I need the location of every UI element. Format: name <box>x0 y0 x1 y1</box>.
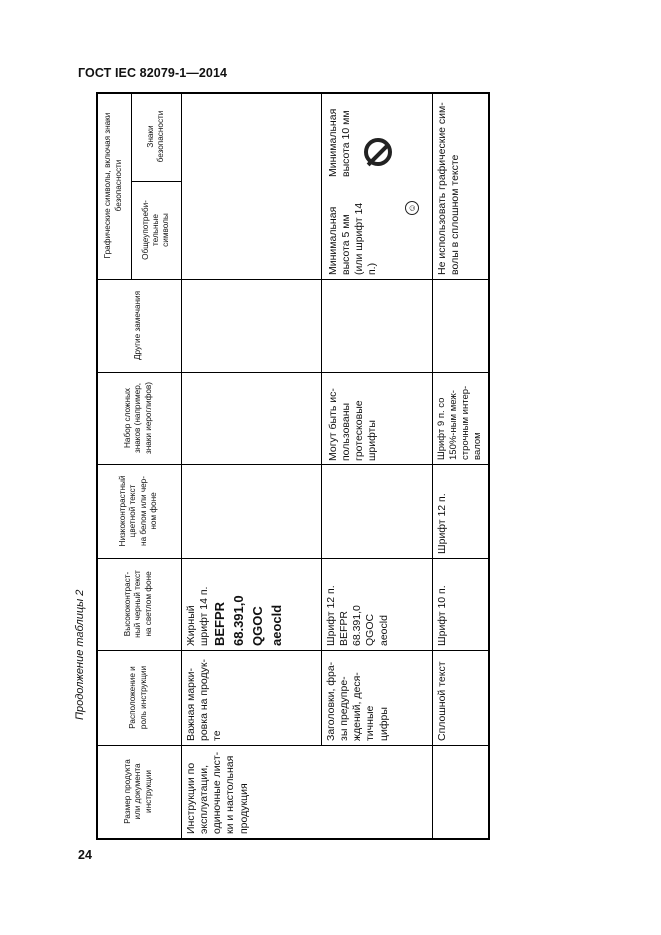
header-common-symbols: Общеупотреби- тельные символы <box>140 200 171 260</box>
header-product-size: Размер продукта или документа инструкции <box>123 759 153 824</box>
cell-r3-high-contrast: Шрифт 10 п. <box>436 585 448 646</box>
document-header: ГОСТ IEC 82079-1—2014 <box>78 66 228 80</box>
prohibition-sign-icon <box>364 138 392 166</box>
cell-r3-low-contrast: Шрифт 12 п. <box>436 493 448 554</box>
table-caption: Продолжение таблицы 2 <box>74 589 86 720</box>
cell-r3-graphic-symbols: Не использовать графические сим- волы в сплошном тексте <box>436 102 462 275</box>
cell-r2-safety-signs: Минимальная высота 10 мм <box>321 92 432 181</box>
header-safety-signs: Знаки безопасности <box>145 110 165 163</box>
cell-product-size: Инструкции по эксплуатации, одиночные лист- ки и настольная продукция <box>185 751 250 834</box>
header-high-contrast: Высококонтраст- ный черный текст на светлом фоне <box>123 570 153 638</box>
cell-r2-high-contrast: Шрифт 12 п. BEFPR 68.391,0 QGOC aeocld <box>325 585 390 646</box>
header-location-role: Расположение и роль инструкции <box>128 665 148 730</box>
font-sample: BEFPR 68.391,0 QGOC aeocld <box>212 595 284 646</box>
header-low-contrast: Низкоконтрастный цветной текст на белом или чер- ном фоне <box>118 475 158 547</box>
cell-r3-complex-chars: Шрифт 9 п. со 150%-ным меж- строчным интер- валом <box>436 385 483 460</box>
rotated-table <box>96 92 490 840</box>
cell-r2-common-symbols: Минимальная высота 5 мм (или шрифт 14 п.) ☺ <box>327 202 417 275</box>
cell-r1-high-contrast: Жирный шрифт 14 п. BEFPR 68.391,0 QGOC aeocld <box>181 558 321 650</box>
page-number: 24 <box>78 848 92 862</box>
header-graphic-symbols: Графические символы, включая знаки безопасности <box>103 112 123 259</box>
header-complex-chars: Набор сложных знаков (например, знаки иероглифов) <box>123 381 153 455</box>
cell-r2-other-notes: Могут быть ис- пользованы гротесковые шрифты <box>327 388 379 461</box>
smiley-icon: ☺ <box>405 201 419 215</box>
header-other-notes: Другие замечания <box>133 290 143 361</box>
cell-r1-location: Важная марки- ровка на продук- те <box>185 659 224 741</box>
cell-r2-location: Заголовки, фра- зы предупре- ждений, деся- тичные цифры <box>325 661 390 741</box>
cell-r3-location: Сплошной текст <box>436 661 448 741</box>
